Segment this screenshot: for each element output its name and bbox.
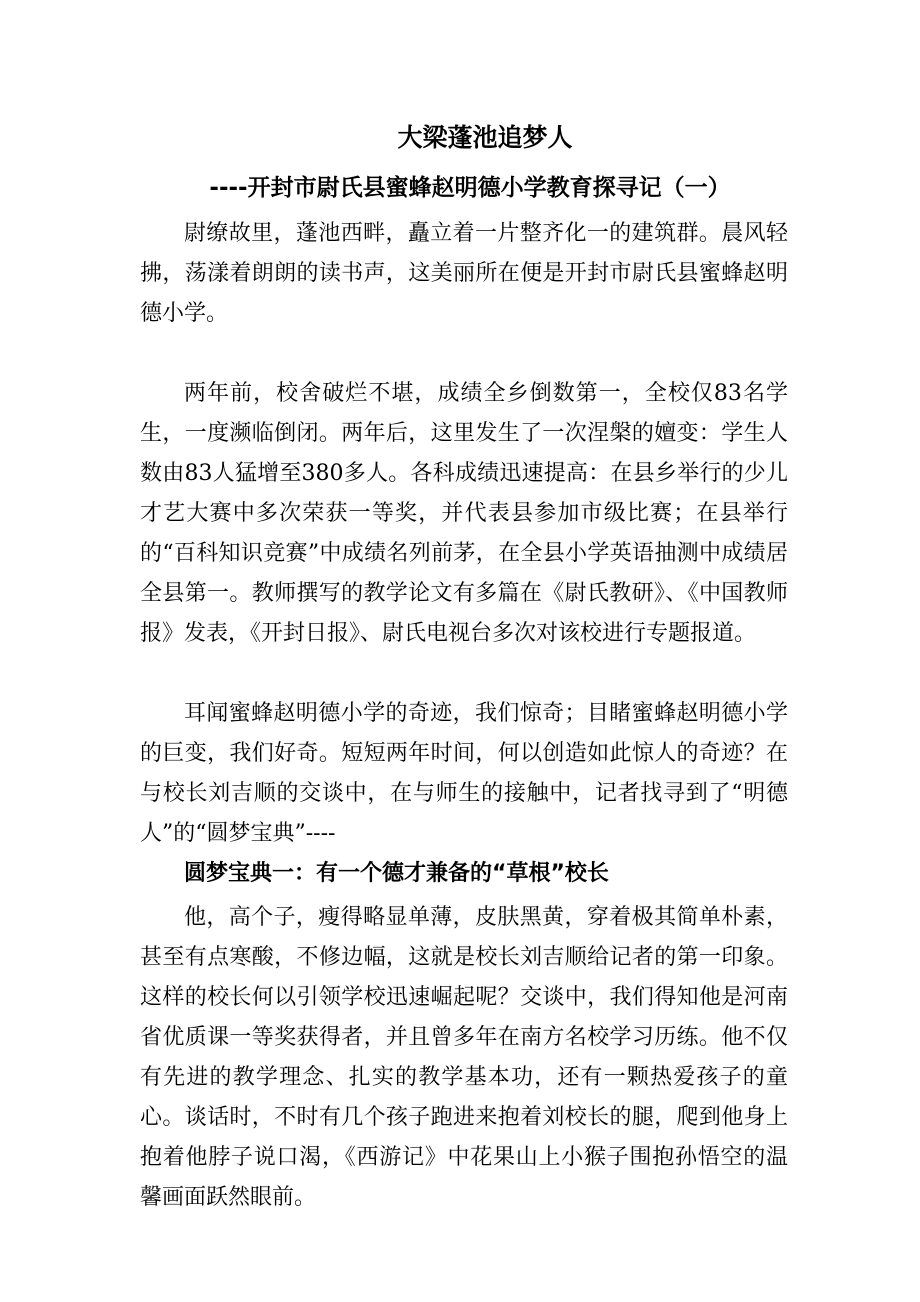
- principal-paragraph: 他，高个子，瘦得略显单薄，皮肤黑黄，穿着极其简单朴素，甚至有点寒酸，不修边幅，这就是校长刘吉顺给记者的第一印象。这样的校长何以引领学校迅速崛起呢？交谈中，我们得知他是河南省优质课一等奖获得者，并且曾多年在南方名校学习历练。他不仅有先进的教学理念、扎实的教学基本功，还有一颗热爱孩子的童心。谈话时，不时有几个孩子跑进来抱着刘校长的腿，爬到他身上抱着他脖子说口渴，《西游记》中花果山上小猴子围抱孙悟空的温馨画面跃然眼前。: [140, 905, 788, 1210]
- article-subtitle: ----开封市尉氏县蜜蜂赵明德小学教育探寻记（一）: [209, 175, 731, 201]
- achievements-paragraph: 两年前，校舍破烂不堪，成绩全乡倒数第一，全校仅83名学生，一度濒临倒闭。两年后，这里发生了一次涅槃的嬗变：学生人数由83人猛增至380多人。各科成绩迅速提高：在县乡举行的少儿才艺大赛中多次荣获一等奖，并代表县参加市级比赛；在县举行的“百科知识竞赛”中成绩名列前茅，在全县小学英语抽测中成绩居全县第一。教师撰写的教学论文有多篇在《尉氏教研》、《中国教师报》发表，《开封日报》、尉氏电视台多次对该校进行专题报道。: [140, 381, 788, 646]
- section-heading: 圆梦宝典一：有一个德才兼备的“草根”校长: [184, 861, 609, 886]
- intro-paragraph: 尉缭故里，蓬池西畔，矗立着一片整齐化一的建筑群。晨风轻拂，荡漾着朗朗的读书声，这美丽所在便是开封市尉氏县蜜蜂赵明德小学。: [140, 221, 788, 326]
- inquiry-paragraph: 耳闻蜜蜂赵明德小学的奇迹，我们惊奇；目睹蜜蜂赵明德小学的巨变，我们好奇。短短两年时间，何以创造如此惊人的奇迹？在与校长刘吉顺的交谈中，在与师生的接触中，记者找寻到了“明德人”的“圆梦宝典”----: [140, 701, 788, 846]
- article-title: 大梁蓬池追梦人: [397, 123, 573, 152]
- article-body: [140, 214, 788, 1218]
